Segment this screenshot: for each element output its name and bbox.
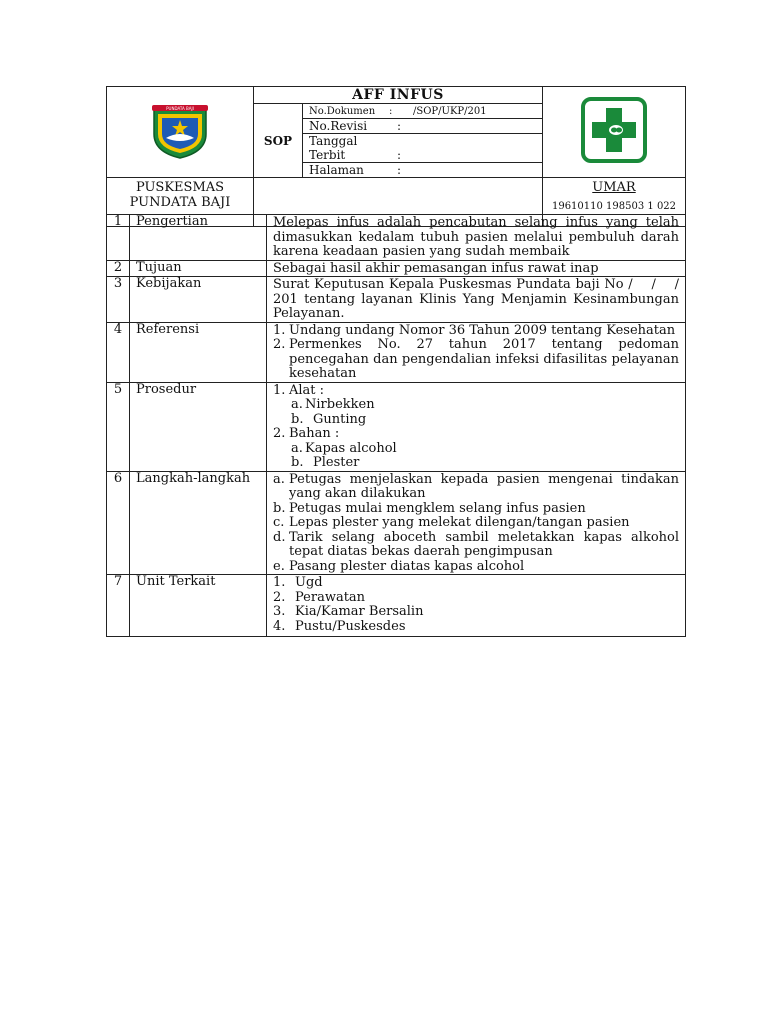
table-row: [107, 382, 686, 471]
meta-key: No.Dokumen: [309, 105, 376, 117]
list-marker: 2.: [273, 589, 286, 605]
list-item: [291, 413, 679, 428]
row-label: Pengertian: [130, 215, 267, 261]
list-item: [273, 338, 679, 382]
head-nip: 19610110 198503 1 022: [551, 201, 677, 212]
meta-key: No.Revisi: [309, 119, 368, 133]
list-text: Undang undang Nomor 36 Tahun 2009 tentang Kesehatan: [289, 322, 676, 338]
meta-no-dokumen: [303, 104, 543, 119]
row-number: 5: [107, 382, 130, 471]
list-marker: 4.: [273, 618, 286, 634]
row-value: [267, 322, 686, 382]
list-marker: c.: [273, 515, 285, 530]
sop-header-table: [106, 86, 686, 227]
list-marker: a.: [291, 440, 303, 456]
row-number: 1: [107, 215, 130, 261]
table-row: [107, 215, 686, 261]
list-item: [273, 591, 679, 606]
list-text: Bahan :: [289, 426, 340, 441]
list-marker: 2.: [273, 337, 286, 352]
document-title: AFF INFUS: [254, 87, 543, 104]
list-text: Petugas menjelaskan kepada pasien mengenai tindakan yang akan dilakukan: [289, 471, 679, 501]
list-item: [273, 427, 679, 442]
row-label: Langkah-langkah: [130, 471, 267, 575]
list-item: [273, 576, 679, 591]
list-marker: b.: [291, 455, 304, 470]
sop-label: SOP: [254, 104, 303, 178]
list-marker: 2.: [273, 426, 286, 441]
list-item: [273, 620, 679, 635]
sub-list: [273, 398, 679, 427]
meta-key: Halaman: [309, 163, 364, 177]
health-logo-cell: [543, 87, 686, 178]
org-line: PUNDATA BAJI: [129, 195, 231, 210]
list-text: Alat :: [289, 382, 325, 398]
row-value: [267, 382, 686, 471]
regional-emblem-icon: [148, 100, 212, 160]
row-value: Sebagai hasil akhir pemasangan infus rawat inap: [267, 260, 686, 277]
list-marker: 1.: [273, 322, 286, 338]
row-value: Surat Keputusan Kepala Puskesmas Pundata baji No / / / 201 tentang layanan Klinis Yang Menjamin Kesinambungan Pelayanan.: [267, 277, 686, 323]
table-row: [107, 322, 686, 382]
list-marker: 1.: [273, 382, 286, 398]
meta-colon: :: [389, 105, 393, 117]
list-text: Lepas plester yang melekat dilengan/tangan pasien: [289, 515, 630, 530]
row-label: Kebijakan: [130, 277, 267, 323]
list-item: [273, 473, 679, 502]
list-item: [291, 398, 679, 413]
row-value: Melepas infus adalah pencabutan selang infus yang telah dimasukkan kedalam tubuh pasien melalui pembuluh darah karena keadaan pasien yang sudah membaik: [267, 215, 686, 261]
list-marker: b.: [273, 500, 286, 516]
health-cross-icon: [580, 96, 648, 164]
meta-tanggal-terbit: [303, 134, 543, 163]
meta-colon: :: [397, 148, 402, 162]
table-row: [107, 575, 686, 637]
sub-list: [273, 442, 679, 471]
list-text: Pasang plester diatas kapas alcohol: [289, 558, 525, 574]
list-text: Kapas alcohol: [305, 440, 397, 456]
list-item: [291, 442, 679, 457]
list-item: [273, 384, 679, 399]
meta-colon: :: [397, 119, 402, 133]
list-text: Permenkes No. 27 tahun 2017 tentang pedoman pencegahan dan pengendalian infeksi difasilitas pelayanan kesehatan: [289, 337, 679, 381]
table-row: [107, 471, 686, 575]
list-item: [273, 516, 679, 531]
row-number: 6: [107, 471, 130, 575]
row-label: Unit Terkait: [130, 575, 267, 637]
list-text: Pustu/Puskesdes: [295, 618, 406, 634]
list-text: Petugas mulai mengklem selang infus pasien: [289, 500, 586, 516]
list-marker: b.: [291, 411, 304, 427]
row-value: [267, 575, 686, 637]
row-number: 2: [107, 260, 130, 277]
list-item: [273, 502, 679, 517]
list-text: Tarik selang aboceth sambil meletakkan kapas alkohol tepat diatas bekas daerah pengimpusan: [289, 529, 679, 559]
list-marker: e.: [273, 558, 285, 574]
list-item: [291, 456, 679, 471]
list-text: Ugd: [295, 575, 323, 590]
list-text: Nirbekken: [305, 397, 375, 412]
row-label: Prosedur: [130, 382, 267, 471]
meta-key: Tanggal Terbit: [309, 134, 358, 162]
meta-halaman: [303, 163, 543, 178]
list-marker: 3.: [273, 604, 286, 619]
org-line: PUSKESMAS: [135, 180, 225, 195]
list-text: Plester: [313, 455, 360, 470]
row-number: 4: [107, 322, 130, 382]
list-text: Kia/Kamar Bersalin: [295, 604, 424, 619]
list-marker: d.: [273, 529, 286, 545]
list-item: [273, 560, 679, 575]
table-row: [107, 277, 686, 323]
meta-no-revisi: [303, 119, 543, 134]
svg-text:PUNDATA BAJI: PUNDATA BAJI: [166, 106, 194, 111]
table-row: [107, 260, 686, 277]
list-item: [273, 531, 679, 560]
list-text: Perawatan: [295, 589, 366, 605]
list-item: [273, 605, 679, 620]
list-marker: 1.: [273, 575, 286, 590]
list-text: Gunting: [313, 411, 367, 427]
row-number: 3: [107, 277, 130, 323]
row-number: 7: [107, 575, 130, 637]
head-name: UMAR: [592, 180, 636, 195]
row-label: Referensi: [130, 322, 267, 382]
logo-cell: [107, 87, 254, 178]
list-marker: a.: [273, 471, 285, 487]
meta-colon: :: [397, 163, 402, 177]
sop-content-table: [106, 214, 686, 637]
row-value: [267, 471, 686, 575]
row-label: Tujuan: [130, 260, 267, 277]
meta-value: /SOP/UKP/201: [413, 105, 487, 117]
list-item: [273, 324, 679, 339]
list-marker: a.: [291, 397, 303, 412]
